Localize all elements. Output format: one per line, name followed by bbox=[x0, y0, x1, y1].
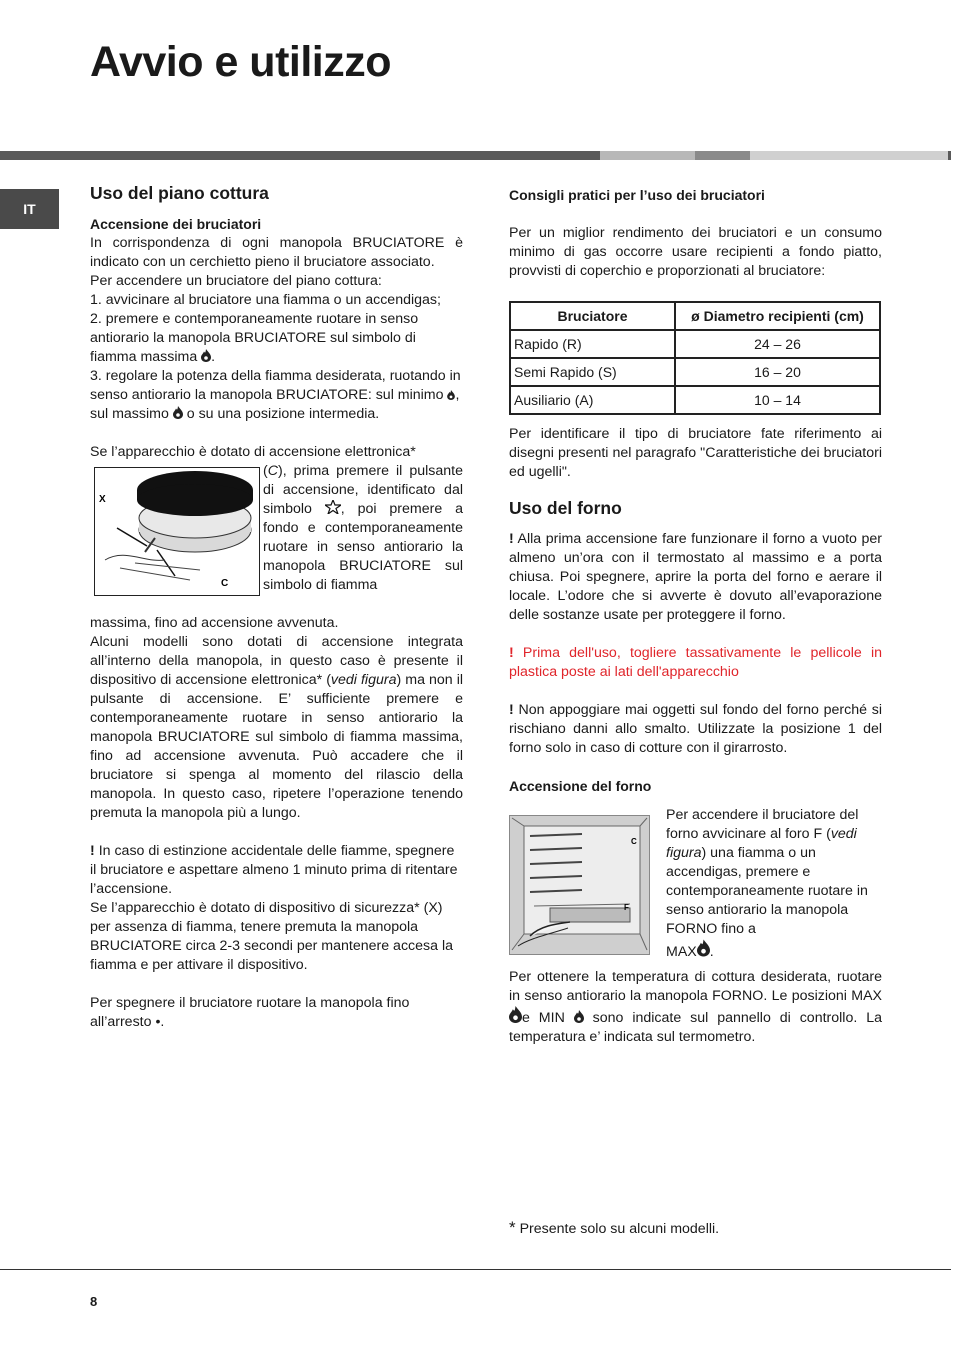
section-heading-oven: Uso del forno bbox=[509, 498, 622, 518]
step-2: 2. premere e contemporaneamente ruotare in senso antiorario la manopola BRUCIATORE sul simbolo di fiamma massima . bbox=[90, 311, 419, 365]
max-label: MAX bbox=[666, 944, 697, 960]
oven-illustration bbox=[510, 816, 649, 954]
footnote bbox=[509, 1218, 882, 1239]
temperature-paragraph: Per ottenere la temperatura di cottura desiderata, ruotare in senso antiorario la manopola FORNO. Le posizioni MAX e MIN sono indicate sul pannello di controllo. La temperatura e’ indicata sul termometro. bbox=[509, 969, 882, 1045]
figure-label-x: X bbox=[99, 494, 106, 505]
paragraph: massima, fino ad accensione avvenuta. bbox=[90, 615, 339, 631]
table-cell: 10 – 14 bbox=[675, 386, 880, 414]
tips-heading: Consigli pratici per l’uso dei bruciatori bbox=[509, 187, 765, 203]
table-header-row bbox=[510, 302, 880, 330]
table-cell: 24 – 26 bbox=[675, 330, 880, 358]
subheading-burner-ignition: Accensione dei bruciatori bbox=[90, 216, 262, 232]
ignition-spark-icon bbox=[325, 500, 341, 514]
oven-figure-label-c: C bbox=[631, 837, 637, 846]
figure-label-c: C bbox=[221, 578, 229, 589]
footnote-text: Presente solo su alcuni modelli. bbox=[519, 1221, 720, 1237]
oven-warning-3: ! Non appoggiare mai oggetti sul fondo del forno perché si rischiano danni allo smalto. Utilizzate la posizione 1 del forno solo in caso di cotture con il girarrosto. bbox=[509, 702, 882, 756]
ignition-block bbox=[90, 462, 463, 614]
oven-warning-1: ! Alla prima accensione fare funzionare il forno a vuoto per almeno un’ora con il termostato al massimo e a porta chiusa. Poi spegnere, aprire la porta del forno e aerare il locale. L’odore che si avverte è dovuto all’evaporazione delle sostanze usate per proteggere il forno. bbox=[509, 531, 882, 623]
header-bar-segment bbox=[600, 151, 695, 160]
table-row bbox=[510, 386, 880, 414]
right-column bbox=[509, 186, 882, 1047]
step-3: 3. regolare la potenza della fiamma desiderata, ruotando in senso antiorario la manopola BRUCIATORE: sul minimo , sul massimo o su una posizione intermedia. bbox=[90, 368, 461, 422]
section-heading-hob: Uso del piano cottura bbox=[90, 183, 269, 203]
label-c: C bbox=[267, 463, 278, 479]
ignition-intro: Se l’apparecchio è dotato di accensione elettronica* bbox=[90, 444, 416, 460]
ignition-text: (C), prima premere il pulsante di accensione, identificato dal simbolo , poi premere a fondo e contemporaneamente ruotare in senso antiorario la manopola BRUCIATORE sul simbolo di fiamma bbox=[263, 463, 464, 593]
header-bar-segment bbox=[750, 151, 948, 160]
header-bar-segment bbox=[948, 151, 951, 160]
burner-figure bbox=[94, 467, 260, 596]
switch-off-paragraph: Per spegnere il bruciatore ruotare la manopola fino all’arresto •. bbox=[90, 995, 410, 1030]
subheading-oven-ignition: Accensione del forno bbox=[509, 778, 652, 794]
paragraph: In corrispondenza di ogni manopola BRUCIATORE è indicato con un cerchietto pieno il bruciatore associato. bbox=[90, 235, 463, 270]
page-number: 8 bbox=[90, 1294, 98, 1309]
burner-table bbox=[509, 301, 881, 415]
header-bar-segment bbox=[695, 151, 750, 160]
safety-device-paragraph: Se l’apparecchio è dotato di dispositivo di sicurezza* (X) per assenza di fiamma, tenere premuta la manopola BRUCIATORE circa 2-3 secondi per mantenere accesa la fiamma e per attivare il dispositivo. bbox=[90, 900, 453, 973]
table-row bbox=[510, 358, 880, 386]
table-cell: Rapido (R) bbox=[510, 330, 675, 358]
table-cell: 16 – 20 bbox=[675, 358, 880, 386]
integrated-ignition-paragraph: Alcuni modelli sono dotati di accensione integrata all’interno della manopola, in questo caso è presente il dispositivo di accensione elettronica* (vedi figura) ma non il pulsante di accensione. E’ sufficiente premere e contemporaneamente ruotare in senso antiorario la manopola BRUCIATORE sul simbolo di fiamma massima, fino ad accensione avvenuta. Può accadere che il bruciatore si spenga al momento del rilascio della manopola. In questo caso, ripetere l’operazione tenendo premuta la manopola più a lungo. bbox=[90, 634, 464, 821]
paragraph: Per un miglior rendimento dei bruciatori e un consumo minimo di gas occorre usare recipienti a fondo piatto, provvisti di coperchio e proporzionati al bruciatore: bbox=[509, 225, 882, 279]
table-row bbox=[510, 330, 880, 358]
table-header: Bruciatore bbox=[510, 302, 675, 330]
oven-warning-2: ! Prima dell'uso, togliere tassativamente le pellicole in plastica poste ai lati dell'apparecchio bbox=[509, 645, 882, 680]
language-tab: IT bbox=[0, 189, 59, 229]
min-flame-icon bbox=[574, 1010, 584, 1023]
extinction-warning: ! In caso di estinzione accidentale delle fiamme, spegnere il bruciatore e aspettare almeno 1 minuto prima di ritentare l’accensione. bbox=[90, 843, 458, 897]
left-column bbox=[90, 184, 463, 1032]
header-bar-segment bbox=[0, 151, 600, 160]
footnote-star: * bbox=[509, 1218, 516, 1237]
max-flame-icon bbox=[509, 1006, 522, 1023]
table-cell: Semi Rapido (S) bbox=[510, 358, 675, 386]
burner-illustration bbox=[95, 468, 259, 595]
paragraph: Per identificare il tipo di bruciatore fate riferimento ai disegni presenti nel paragrafo "Caratteristiche dei bruciatori ed ugelli". bbox=[509, 426, 882, 480]
table-cell: Ausiliario (A) bbox=[510, 386, 675, 414]
table-header: ø Diametro recipienti (cm) bbox=[675, 302, 880, 330]
oven-figure bbox=[509, 815, 650, 955]
max-flame-icon bbox=[201, 349, 211, 362]
max-flame-icon bbox=[697, 939, 710, 957]
oven-ignition-text: Per accendere il bruciatore del forno avvicinare al foro F (vedi figura) una fiamma o un accendigas, premere e contemporaneamente ruotare in senso antiorario la manopola FORNO fino a MAX . bbox=[666, 807, 868, 960]
oven-ignition-block bbox=[509, 806, 882, 968]
page-title: Avvio e utilizzo bbox=[90, 38, 391, 86]
footer-rule bbox=[0, 1269, 951, 1270]
step-1: 1. avvicinare al bruciatore una fiamma o un accendigas; bbox=[90, 292, 441, 308]
paragraph: Per accendere un bruciatore del piano cottura: bbox=[90, 273, 382, 289]
max-flame-icon bbox=[173, 406, 183, 419]
oven-figure-label-f: F bbox=[624, 903, 629, 912]
